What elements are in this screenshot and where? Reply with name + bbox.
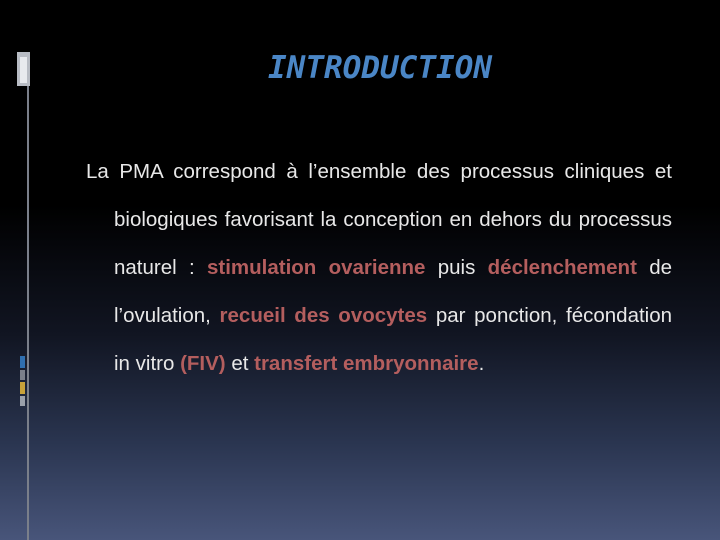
decorative-accent-4	[20, 396, 25, 406]
highlight-stimulation-ovarienne: stimulation ovarienne	[206, 256, 426, 279]
highlight-fiv: (FIV)	[180, 352, 226, 375]
decorative-accent-2	[20, 370, 25, 380]
text-segment: puis	[425, 256, 488, 279]
body-paragraph	[86, 148, 672, 388]
text-segment: La PMA correspond à l’ensemble des processus cliniques et biologiques favorisant la conception en dehors du processus naturel :	[86, 160, 672, 279]
text-segment: et	[225, 352, 255, 375]
text-segment: par ponction, fécondation in vitro	[114, 304, 673, 375]
highlight-declenchement: déclenchement	[487, 256, 637, 279]
highlight-recueil-des-ovocytes: recueil des ovocytes	[219, 304, 428, 327]
text-segment: de l’ovulation,	[114, 256, 673, 327]
decorative-accent-1	[20, 356, 25, 368]
text-segment: .	[478, 352, 485, 375]
decorative-vertical-line	[27, 52, 29, 540]
slide-title: INTRODUCTION	[268, 50, 492, 86]
highlight-transfert-embryonnaire: transfert embryonnaire	[254, 352, 479, 375]
decorative-accent-3	[20, 382, 25, 394]
